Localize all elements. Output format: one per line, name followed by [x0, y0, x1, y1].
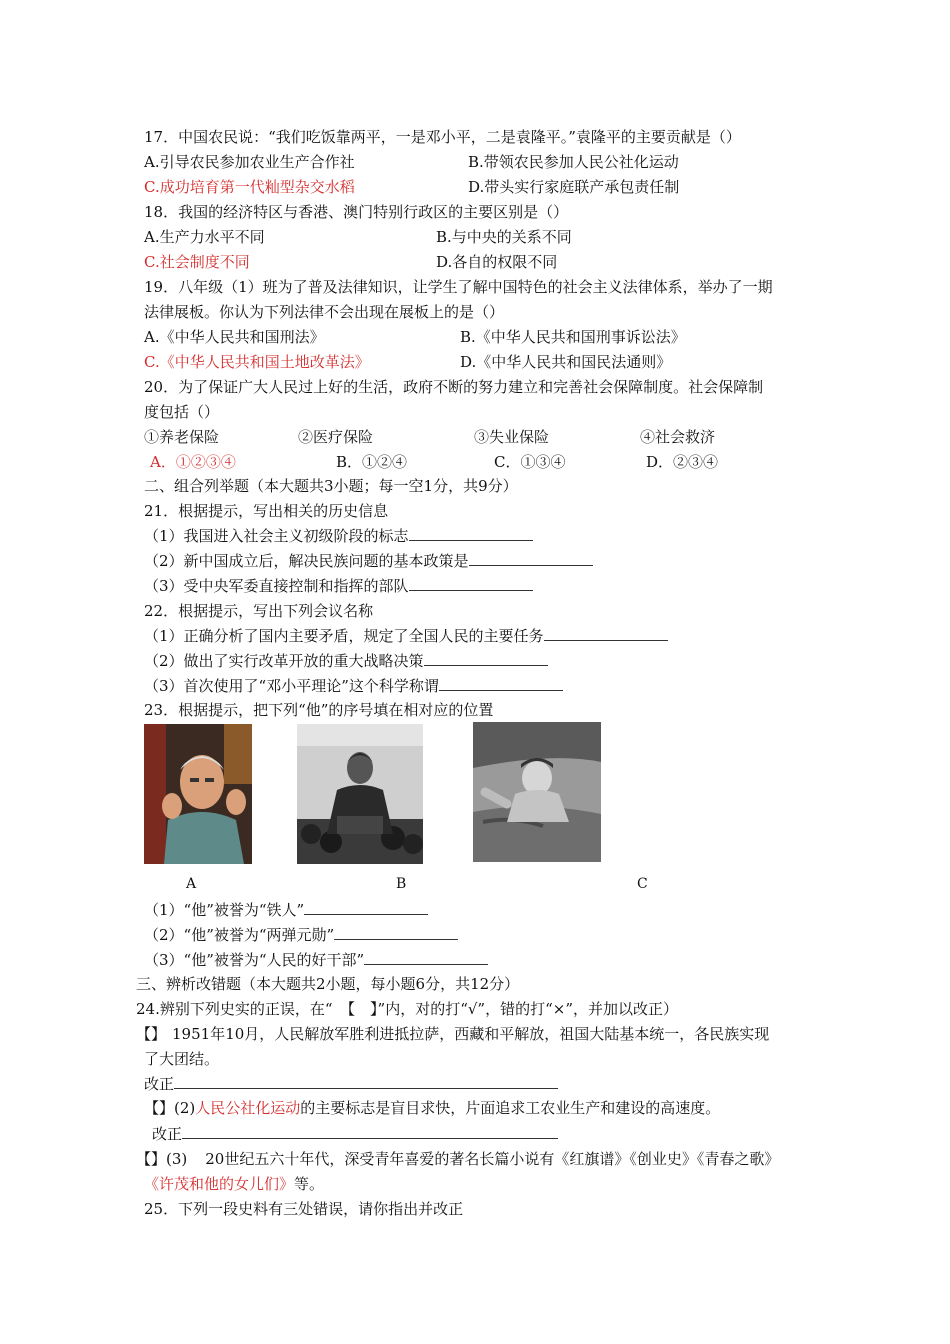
section-2-heading: 二、组合列举题（本大题共3小题；每一空1分，共9分） — [144, 477, 518, 495]
q24-correction-1 — [144, 1074, 558, 1094]
q17-option-b: B.带领农民参加人民公社化运动 — [468, 153, 679, 171]
q21-part-3-text: （3）受中央军委直接控制和指挥的部队 — [144, 577, 409, 595]
q24-bracket-2[interactable]: 【】 — [144, 1099, 175, 1117]
q21-part-3 — [144, 576, 533, 596]
photo-c — [473, 722, 601, 862]
q24-statement-2 — [144, 1098, 720, 1118]
q23-part-2-text: （2）“他”被誉为“两弹元勋” — [144, 926, 335, 944]
q20-item-4: ④社会救济 — [640, 428, 716, 446]
q18-option-b: B.与中央的关系不同 — [436, 228, 572, 246]
answer-blank[interactable] — [364, 950, 488, 965]
q17-option-d: D.带头实行家庭联产承包责任制 — [468, 178, 680, 196]
q24-statement-3-line2 — [144, 1174, 324, 1194]
q21-part-2 — [144, 551, 593, 571]
q23-part-2 — [144, 925, 458, 945]
q24-statement-2-number: (2) — [174, 1099, 196, 1117]
answer-blank[interactable] — [304, 900, 428, 915]
q18-option-d: D.各自的权限不同 — [436, 253, 558, 271]
photo-a-caption: A — [186, 876, 197, 892]
q23-stem: 23．根据提示，把下列“他”的序号填在相对应的位置 — [144, 701, 494, 719]
q23-part-3 — [144, 950, 488, 970]
q22-part-1 — [144, 626, 668, 646]
correction-label: 改正 — [152, 1125, 183, 1143]
q24-statement-1-line2: 了大团结。 — [144, 1050, 220, 1068]
q17-stem: 17．中国农民说：“我们吃饭靠两平，一是邓小平，二是袁隆平。”袁隆平的主要贡献是（） — [144, 128, 741, 146]
q20-item-2: ②医疗保险 — [298, 428, 374, 446]
answer-blank[interactable] — [409, 576, 533, 591]
answer-blank[interactable] — [182, 1124, 558, 1139]
q22-part-3-text: （3）首次使用了“邓小平理论”这个科学称谓 — [144, 677, 439, 695]
q24-statement-3-end: 等。 — [294, 1175, 325, 1193]
q24-bracket-1[interactable]: 【】 — [136, 1025, 167, 1043]
q19-option-d: D.《中华人民共和国民法通则》 — [460, 353, 672, 371]
q19-option-b: B.《中华人民共和国刑事诉讼法》 — [460, 328, 686, 346]
q22-part-2 — [144, 651, 548, 671]
q20-option-a: A．①②③④ — [150, 453, 236, 471]
q18-option-c: C.社会制度不同 — [144, 253, 250, 271]
q21-part-1 — [144, 526, 533, 546]
q24-bracket-3[interactable]: 【】 — [136, 1150, 167, 1168]
q25-stem: 25．下列一段史料有三处错误，请你指出并改正 — [144, 1200, 464, 1218]
q23-part-1-text: （1）“他”被誉为“铁人” — [144, 901, 305, 919]
q24-statement-3-number: (3) — [166, 1150, 188, 1168]
q20-item-3: ③失业保险 — [474, 428, 550, 446]
answer-blank[interactable] — [439, 676, 563, 691]
q20-item-1: ①养老保险 — [144, 428, 220, 446]
q24-stem: 24.辨别下列史实的正误，在“ 【 】”内，对的打“√”，错的打“×”，并加以改正） — [136, 1000, 678, 1018]
q17-option-a: A.引导农民参加农业生产合作社 — [144, 153, 355, 171]
q20-stem-line2: 度包括（） — [144, 403, 220, 421]
q21-part-1-text: （1）我国进入社会主义初级阶段的标志 — [144, 527, 409, 545]
q24-statement-3-highlight: 《许茂和他的女儿们》 — [144, 1175, 295, 1193]
answer-blank[interactable] — [409, 526, 533, 541]
q24-statement-2-highlight: 人民公社化运动 — [195, 1099, 301, 1117]
q24-correction-2 — [152, 1124, 558, 1144]
photo-b-caption: B — [396, 876, 407, 892]
q23-part-3-text: （3）“他”被誉为“人民的好干部” — [144, 951, 365, 969]
q20-option-c: C．①③④ — [494, 453, 566, 471]
q22-part-1-text: （1）正确分析了国内主要矛盾，规定了全国人民的主要任务 — [144, 627, 544, 645]
answer-blank[interactable] — [544, 626, 668, 641]
q17-option-c: C.成功培育第一代籼型杂交水稻 — [144, 178, 355, 196]
q24-statement-3-text: 20世纪五六十年代，深受青年喜爱的著名长篇小说有《红旗谱》《创业史》《青春之歌》 — [205, 1150, 780, 1168]
q19-stem-line1: 19．八年级（1）班为了普及法律知识，让学生了解中国特色的社会主义法律体系，举办了一期 — [144, 278, 773, 296]
q24-statement-2-text: 的主要标志是盲目求快，片面追求工农业生产和建设的高速度。 — [300, 1099, 721, 1117]
photo-c-caption: C — [637, 876, 648, 892]
section-3-heading: 三、辨析改错题（本大题共2小题，每小题6分，共12分） — [136, 975, 520, 993]
q24-statement-3 — [136, 1149, 779, 1169]
q22-part-3 — [144, 676, 563, 696]
q19-option-c: C.《中华人民共和国土地改革法》 — [144, 353, 370, 371]
q20-option-b: B．①②④ — [336, 453, 408, 471]
q18-option-a: A.生产力水平不同 — [144, 228, 265, 246]
photo-a — [144, 724, 252, 864]
q22-stem: 22．根据提示，写出下列会议名称 — [144, 602, 374, 620]
q24-statement-1-text: 1951年10月，人民解放军胜利进抵拉萨，西藏和平解放，祖国大陆基本统一，各民族实现 — [172, 1025, 770, 1043]
q24-statement-1 — [136, 1024, 769, 1044]
answer-blank[interactable] — [424, 651, 548, 666]
q18-stem: 18．我国的经济特区与香港、澳门特别行政区的主要区别是（） — [144, 203, 569, 221]
answer-blank[interactable] — [469, 551, 593, 566]
answer-blank[interactable] — [334, 925, 458, 940]
q23-part-1 — [144, 900, 428, 920]
q21-stem: 21．根据提示，写出相关的历史信息 — [144, 502, 389, 520]
photo-b — [297, 724, 423, 864]
q21-part-2-text: （2）新中国成立后，解决民族问题的基本政策是 — [144, 552, 469, 570]
q20-option-d: D．②③④ — [646, 453, 719, 471]
q19-option-a: A.《中华人民共和国刑法》 — [144, 328, 325, 346]
q20-stem-line1: 20．为了保证广大人民过上好的生活，政府不断的努力建立和完善社会保障制度。社会保障制 — [144, 378, 764, 396]
correction-label: 改正 — [144, 1075, 175, 1093]
q19-stem-line2: 法律展板。你认为下列法律不会出现在展板上的是（） — [144, 303, 505, 321]
q22-part-2-text: （2）做出了实行改革开放的重大战略决策 — [144, 652, 424, 670]
answer-blank[interactable] — [174, 1074, 558, 1089]
